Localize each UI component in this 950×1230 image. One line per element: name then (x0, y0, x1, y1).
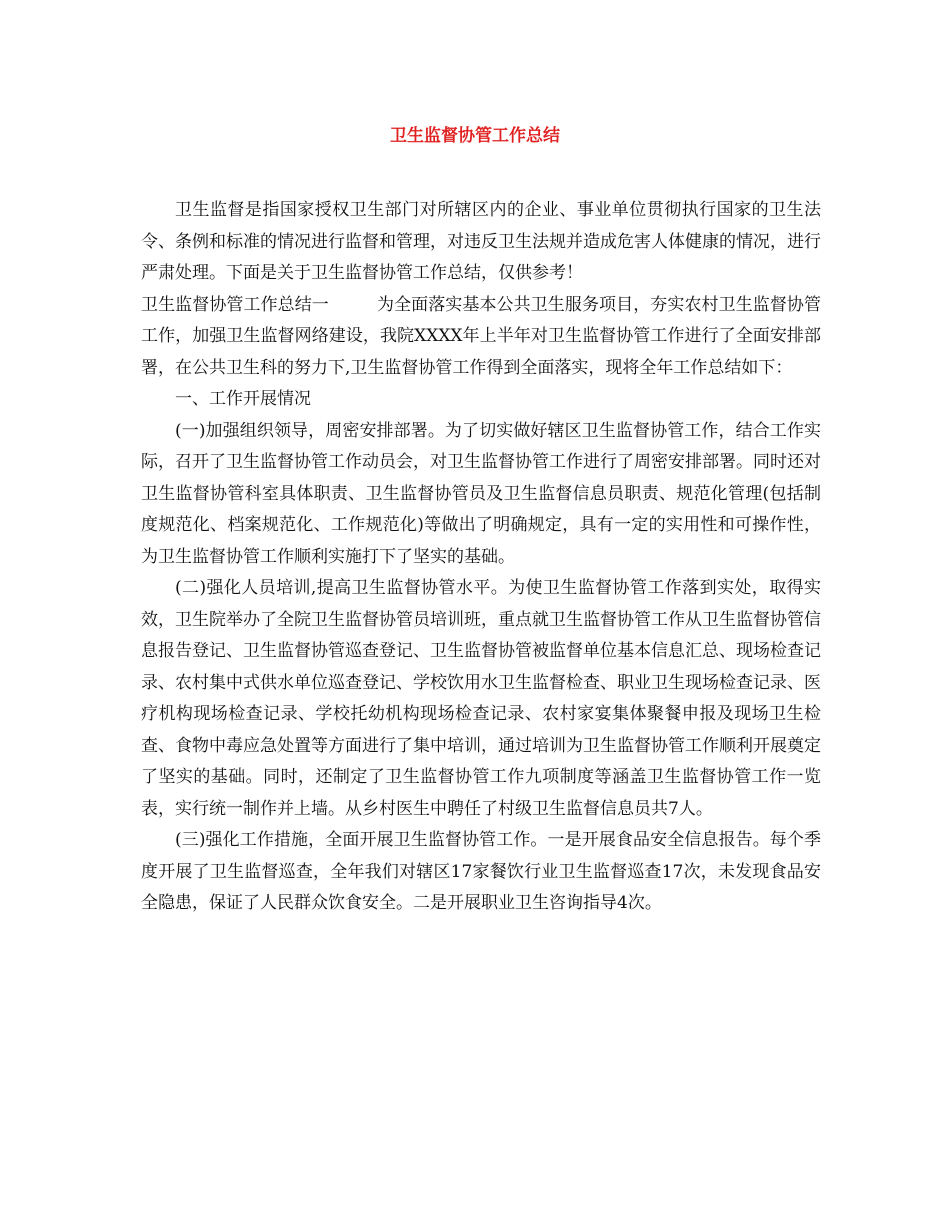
heading-work-status: 一、工作开展情况 (175, 389, 311, 409)
item-3-paragraph: (三)强化工作措施，全面开展卫生监督协管工作。一是开展食品安全信息报告。每个季度开展了卫生监督巡查，全年我们对辖区17家餐饮行业卫生监督巡查17次，未发现食品安全隐患，保证了人民群众饮食安全。二是开展职业卫生咨询指导4次。 (141, 830, 821, 913)
document-title: 卫生监督协管工作总结 (390, 126, 560, 146)
item-2-paragraph: (二)强化人员培训,提高卫生监督协管水平。为使卫生监督协管工作落到实处，取得实效，卫生院举办了全院卫生监督协管员培训班，重点就卫生监督协管工作从卫生监督协管信息报告登记、卫生监督协管巡查登记、卫生监督协管被监督单位基本信息汇总、现场检查记录、农村集中式供水单位巡查登记、学校饮用水卫生监督检查、职业卫生现场检查记录、医疗机构现场检查记录、学校托幼机构现场检查记录、农村家宴集体聚餐申报及现场卫生检查、食物中毒应急处置等方面进行了集中培训，通过培训为卫生监督协管工作顺利开展奠定了坚实的基础。同时，还制定了卫生监督协管工作九项制度等涵盖卫生监督协管工作一览表，实行统一制作并上墙。从乡村医生中聘任了村级卫生监督信息员共7人。 (141, 578, 821, 819)
section1-title: 卫生监督协管工作总结一 (141, 294, 329, 315)
section1-paragraph (141, 290, 821, 385)
document-body (141, 195, 821, 920)
item-1-paragraph: (一)加强组织领导，周密安排部署。为了切实做好辖区卫生监督协管工作，结合工作实际，召开了卫生监督协管工作动员会，对卫生监督协管工作进行了周密安排部署。同时还对卫生监督协管科室具体职责、卫生监督协管员及卫生监督信息员职责、规范化管理(包括制度规范化、档案规范化、工作规范化)等做出了明确规定，具有一定的实用性和可操作性，为卫生监督协管工作顺利实施打下了坚实的基础。 (141, 420, 821, 567)
section1-lead: 为全面落实基本公共卫生服务项目，夯实农村卫生监督协管工作，加强卫生监督网络建设，我院XXXX年上半年对卫生监督协管工作进行了全面安排部署，在公共卫生科的努力下,卫生监督协管工作得到全面落实，现将全年工作总结如下： (141, 294, 822, 378)
intro-paragraph: 卫生监督是指国家授权卫生部门对所辖区内的企业、事业单位贯彻执行国家的卫生法令、条例和标准的情况进行监督和管理，对违反卫生法规并造成危害人体健康的情况，进行严肃处理。下面是关于卫生监督协管工作总结，仅供参考！ (141, 200, 821, 283)
